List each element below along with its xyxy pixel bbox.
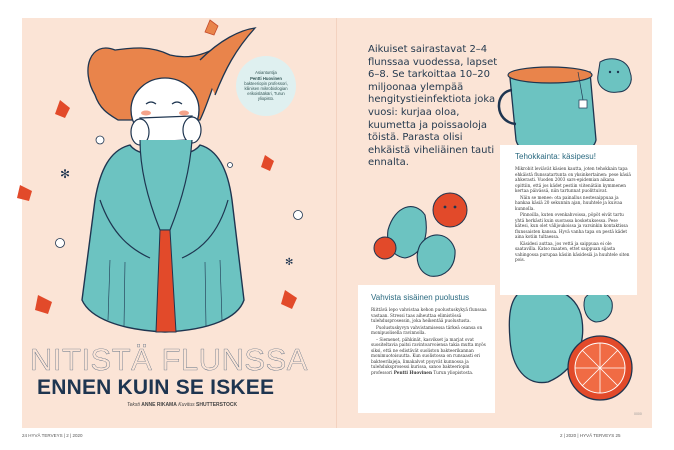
immunity-box-body: Riittävä lepo vahvistaa kehon puolustuskykyä flunssaa vastaan. Stressi taas aiheuttaa elimistössä tulehdusprosessin, joka heikentää puolustusta. Puolustuskyvyn vahvistamisessa tärkeä osansa on monipuolisella ravinnolla. – Siemenet, pähkinät, kasvikset ja marjat ovat suositeltavia paitsi ravintoarvoiensa takia mutta myös siksi, että ne edistävät suoliston bakteerikannan monimuotoisuutta. Kun suolistossa on runsaasti eri bakteerilajeja, limakalvot pysyvät kunnossa ja tulehduksprosessi kurissa, sanoo bakteeriopin professori Pentti Huovinen Turun yliopistosta.	[371, 307, 487, 375]
glove-right	[417, 235, 455, 276]
snowflake-icon: ✻	[285, 257, 294, 268]
virus-icon	[433, 193, 467, 227]
expert-caption: Asiantuntija Pentti Huovinen bakteeriopin professori, kliinisen mikrobiologian erikoislääkäri, Turun yliopisto.	[244, 70, 288, 102]
virus-icon	[598, 59, 632, 93]
expert-badge	[236, 56, 296, 116]
virus-icon	[374, 237, 396, 259]
handwash-box-body: Mikrobit leviävät käsien kautta, joten tehokkain tapa ehkäistä flunssatartunta on yksinkertainen: pese käsiä ahkerasti. Vuoden 2003 sars-epidemian aikana opittiin, että jos kädet pestiin viitenätäin kymmenen kertaa päivässä, niin tartunnat puolittuivat. Näin se menee: ota painallus nestesaippuaa ja hankaa käsiä 20 sekunnin ajan, huuhtele ja kuivaa kunnolla. Pinnoilla, kuten ovenkahvoissa, pöpöt eivät tartu yhtä herkästi kuin suorassa kosketuksessa. Pese kätesi, kun olet välijoukoissa ja varsinkin kontaktissa flunssaisten kanssa. Hyvä vanha tapa on pestä kädet aina kotiin tultaessa. Käsidesi auttaa, jos vettä ja saippuaa ei ole saatavilla. Katso maaten, ettet saippuan sijasta vahingossa purupaa käsiin käsidesiä ja huuhtele siten pois.	[515, 166, 631, 262]
virus-icon	[584, 292, 612, 322]
folio-left: 24 HYVÄ TERVEYS | 2 | 2020	[22, 433, 83, 438]
tea-bag-tag	[579, 100, 587, 108]
page-tag: 0000	[634, 412, 642, 416]
immunity-box-title: Vahvista sisäinen puolustus	[371, 293, 470, 302]
tea-cup	[510, 72, 596, 156]
headline-line-2: ENNEN KUIN SE ISKEE	[37, 376, 275, 399]
handwash-box-title: Tehokkainta: käsipesu!	[515, 152, 596, 161]
snowflake-icon: ✻	[60, 167, 71, 181]
headline-line-1: NITISTÄ FLUNSSA	[30, 342, 308, 377]
byline: Teksti ANNE RIKAMA Kuvitus SHUTTERSTOCK	[127, 402, 238, 408]
lead-paragraph: Aikuiset sairastavat 2–4 flunssaa vuodessa, lapset 6–8. Se tarkoittaa 10–20 miljoonaa ylempää hengitystieinfektiota joka vuosi: kurjaa oloa, kuumetta ja poissaoloja töistä. Parasta olisi ehkäistä viheliäinen tauti ennalta.	[368, 44, 498, 169]
folio-right: 2 | 2020 | HYVÄ TERVEYS 25	[560, 433, 621, 438]
expert-name: Pentti Huovinen	[250, 75, 282, 81]
